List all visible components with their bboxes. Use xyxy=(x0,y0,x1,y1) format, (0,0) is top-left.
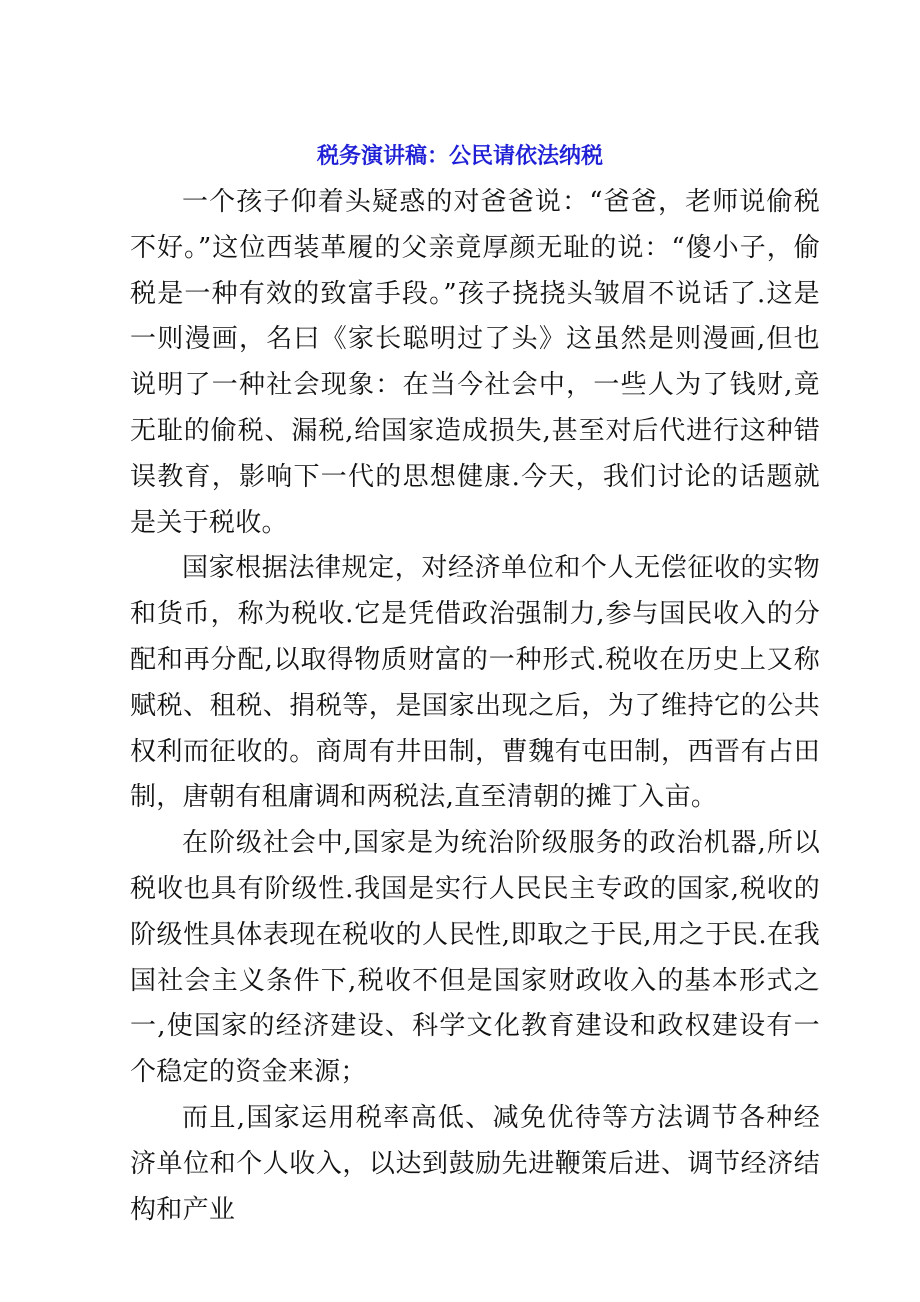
document-body xyxy=(130,180,820,1233)
paragraph: 国家根据法律规定，对经济单位和个人无偿征收的实物和货币，称为税收.它是凭借政治强制力,参与国民收入的分配和再分配,以取得物质财富的一种形式.税收在历史上又称赋税、租税、捐税等，是国家出现之后，为了维持它的公共权利而征收的。商周有井田制，曹魏有屯田制，西晋有占田制，唐朝有租庸调和两税法,直至清朝的摊丁入亩。 xyxy=(130,553,820,813)
paragraph: 在阶级社会中,国家是为统治阶级服务的政治机器,所以税收也具有阶级性.我国是实行人民民主专政的国家,税收的阶级性具体表现在税收的人民性,即取之于民,用之于民.在我国社会主义条件下,税收不但是国家财政收入的基本形式之一,使国家的经济建设、科学文化教育建设和政权建设有一个稳定的资金来源； xyxy=(130,828,820,1088)
paragraph: 而且,国家运用税率高低、减免优待等方法调节各种经济单位和个人收入，以达到鼓励先进鞭策后进、调节经济结构和产业 xyxy=(130,1102,820,1225)
document-title: 税务演讲稿：公民请依法纳税 xyxy=(316,144,603,169)
paragraph: 一个孩子仰着头疑惑的对爸爸说：“爸爸，老师说偷税不好。”这位西装革履的父亲竟厚颜无耻的说：“傻小子，偷税是一种有效的致富手段。”孩子挠挠头皱眉不说话了.这是一则漫画，名曰《家长聪明过了头》这虽然是则漫画,但也说明了一种社会现象：在当今社会中，一些人为了钱财,竟无耻的偷税、漏税,给国家造成损失,甚至对后代进行这种错误教育，影响下一代的思想健康.今天，我们讨论的话题就是关于税收。 xyxy=(130,187,820,538)
